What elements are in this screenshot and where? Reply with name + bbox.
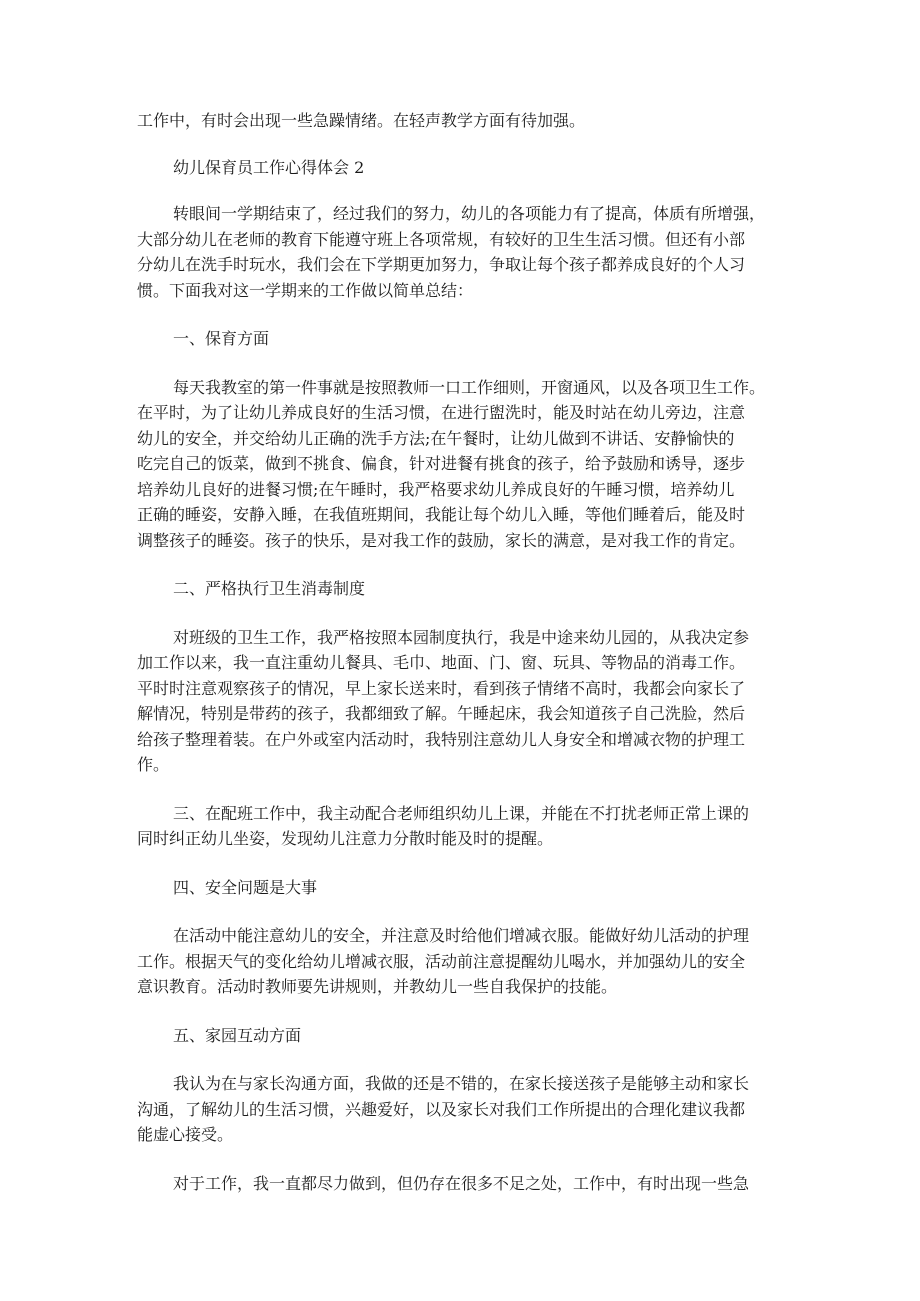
paragraph-line: 在活动中能注意幼儿的安全，并注意及时给他们增减衣服。能做好幼儿活动的护理 <box>173 926 750 945</box>
safety-paragraph <box>137 923 797 1000</box>
paragraph-line: 解情况，特别是带药的孩子，我都细致了解。午睡起床，我会知道孩子自己洗脸，然后 <box>137 704 746 723</box>
paragraph-line: 对班级的卫生工作，我严格按照本园制度执行，我是中途来幼儿园的，从我决定参 <box>173 627 750 647</box>
paragraph-line: 在平时，为了让幼儿养成良好的生活习惯，在进行盥洗时，能及时站在幼儿旁边，注意 <box>137 403 746 422</box>
paragraph-line: 意识教育。活动时教师要先讲规则，并教幼儿一些自我保护的技能。 <box>137 977 618 996</box>
paragraph-line: 同时纠正幼儿坐姿，发现幼儿注意力分散时能及时的提醒。 <box>137 829 554 848</box>
paragraph-line: 对于工作，我一直都尽力做到，但仍存在很多不足之处，工作中，有时出现一些急 <box>173 1173 750 1193</box>
continuation-paragraph <box>137 108 797 134</box>
paragraph-line: 给孩子整理着装。在户外或室内活动时，我特别注意幼儿人身安全和增减衣物的护理工 <box>137 729 746 749</box>
paragraph-line: 作。 <box>137 755 170 774</box>
paragraph-line: 惯。下面我对这一学期来的工作做以简单总结： <box>137 280 474 300</box>
paragraph-line: 培养幼儿良好的进餐习惯;在午睡时，我严格要求幼儿养成良好的午睡习惯，培养幼儿 <box>137 479 735 499</box>
paragraph-line: 分幼儿在洗手时玩水，我们会在下学期更加努力，争取让每个孩子都养成良好的个人习 <box>137 255 746 274</box>
paragraph-line: 幼儿的安全，并交给幼儿正确的洗手方法;在午餐时，让幼儿做到不讲话、安静愉快的 <box>137 428 735 448</box>
section-heading-hygiene: 二、严格执行卫生消毒制度 <box>173 579 366 598</box>
section-heading-home-school: 五、家园互动方面 <box>173 1025 302 1045</box>
hygiene-paragraph <box>137 625 797 778</box>
paragraph-line: 每天我教室的第一件事就是按照教师一口工作细则，开窗通风，以及各项卫生工作。 <box>173 377 766 397</box>
home-school-paragraph <box>137 1071 797 1148</box>
paragraph-line: 工作中，有时会出现一些急躁情绪。在轻声教学方面有待加强。 <box>137 111 586 130</box>
paragraph-line: 吃完自己的饭菜，做到不挑食、偏食，针对进餐有挑食的孩子，给予鼓励和诱导，逐步 <box>137 454 746 473</box>
document-body <box>137 108 797 1196</box>
care-paragraph <box>137 375 797 554</box>
paragraph-line: 转眼间一学期结束了，经过我们的努力，幼儿的各项能力有了提高，体质有所增强， <box>173 204 766 223</box>
paragraph-line: 我认为在与家长沟通方面，我做的还是不错的，在家长接送孩子是能够主动和家长 <box>173 1074 750 1093</box>
paragraph-line: 调整孩子的睡姿。孩子的快乐，是对我工作的鼓励，家长的满意，是对我工作的肯定。 <box>137 530 746 550</box>
paragraph-line: 沟通，了解幼儿的生活习惯，兴趣爱好，以及家长对我们工作所提出的合理化建议我都 <box>137 1099 746 1119</box>
coteaching-paragraph <box>137 801 797 852</box>
section-heading-safety: 四、安全问题是大事 <box>173 877 318 897</box>
document-title: 幼儿保育员工作心得体会 2 <box>173 157 365 177</box>
paragraph-line: 三、在配班工作中，我主动配合老师组织幼儿上课，并能在不打扰老师正常上课的 <box>173 803 750 823</box>
paragraph-line: 正确的睡姿，安静入睡，在我值班期间，我能让每个幼儿入睡，等他们睡着后，能及时 <box>137 505 746 524</box>
paragraph-line: 大部分幼儿在老师的教育下能遵守班上各项常规，有较好的卫生生活习惯。但还有小部 <box>137 229 746 249</box>
closing-paragraph <box>137 1171 797 1197</box>
section-heading-care: 一、保育方面 <box>173 329 270 348</box>
intro-paragraph <box>137 201 797 303</box>
paragraph-line: 平时时注意观察孩子的情况，早上家长送来时，看到孩子情绪不高时，我都会向家长了 <box>137 678 746 698</box>
paragraph-line: 能虚心接受。 <box>137 1125 234 1144</box>
paragraph-line: 工作。根据天气的变化给幼儿增减衣服，活动前注意提醒幼儿喝水，并加强幼儿的安全 <box>137 951 746 971</box>
paragraph-line: 加工作以来，我一直注重幼儿餐具、毛巾、地面、门、窗、玩具、等物品的消毒工作。 <box>137 653 746 672</box>
